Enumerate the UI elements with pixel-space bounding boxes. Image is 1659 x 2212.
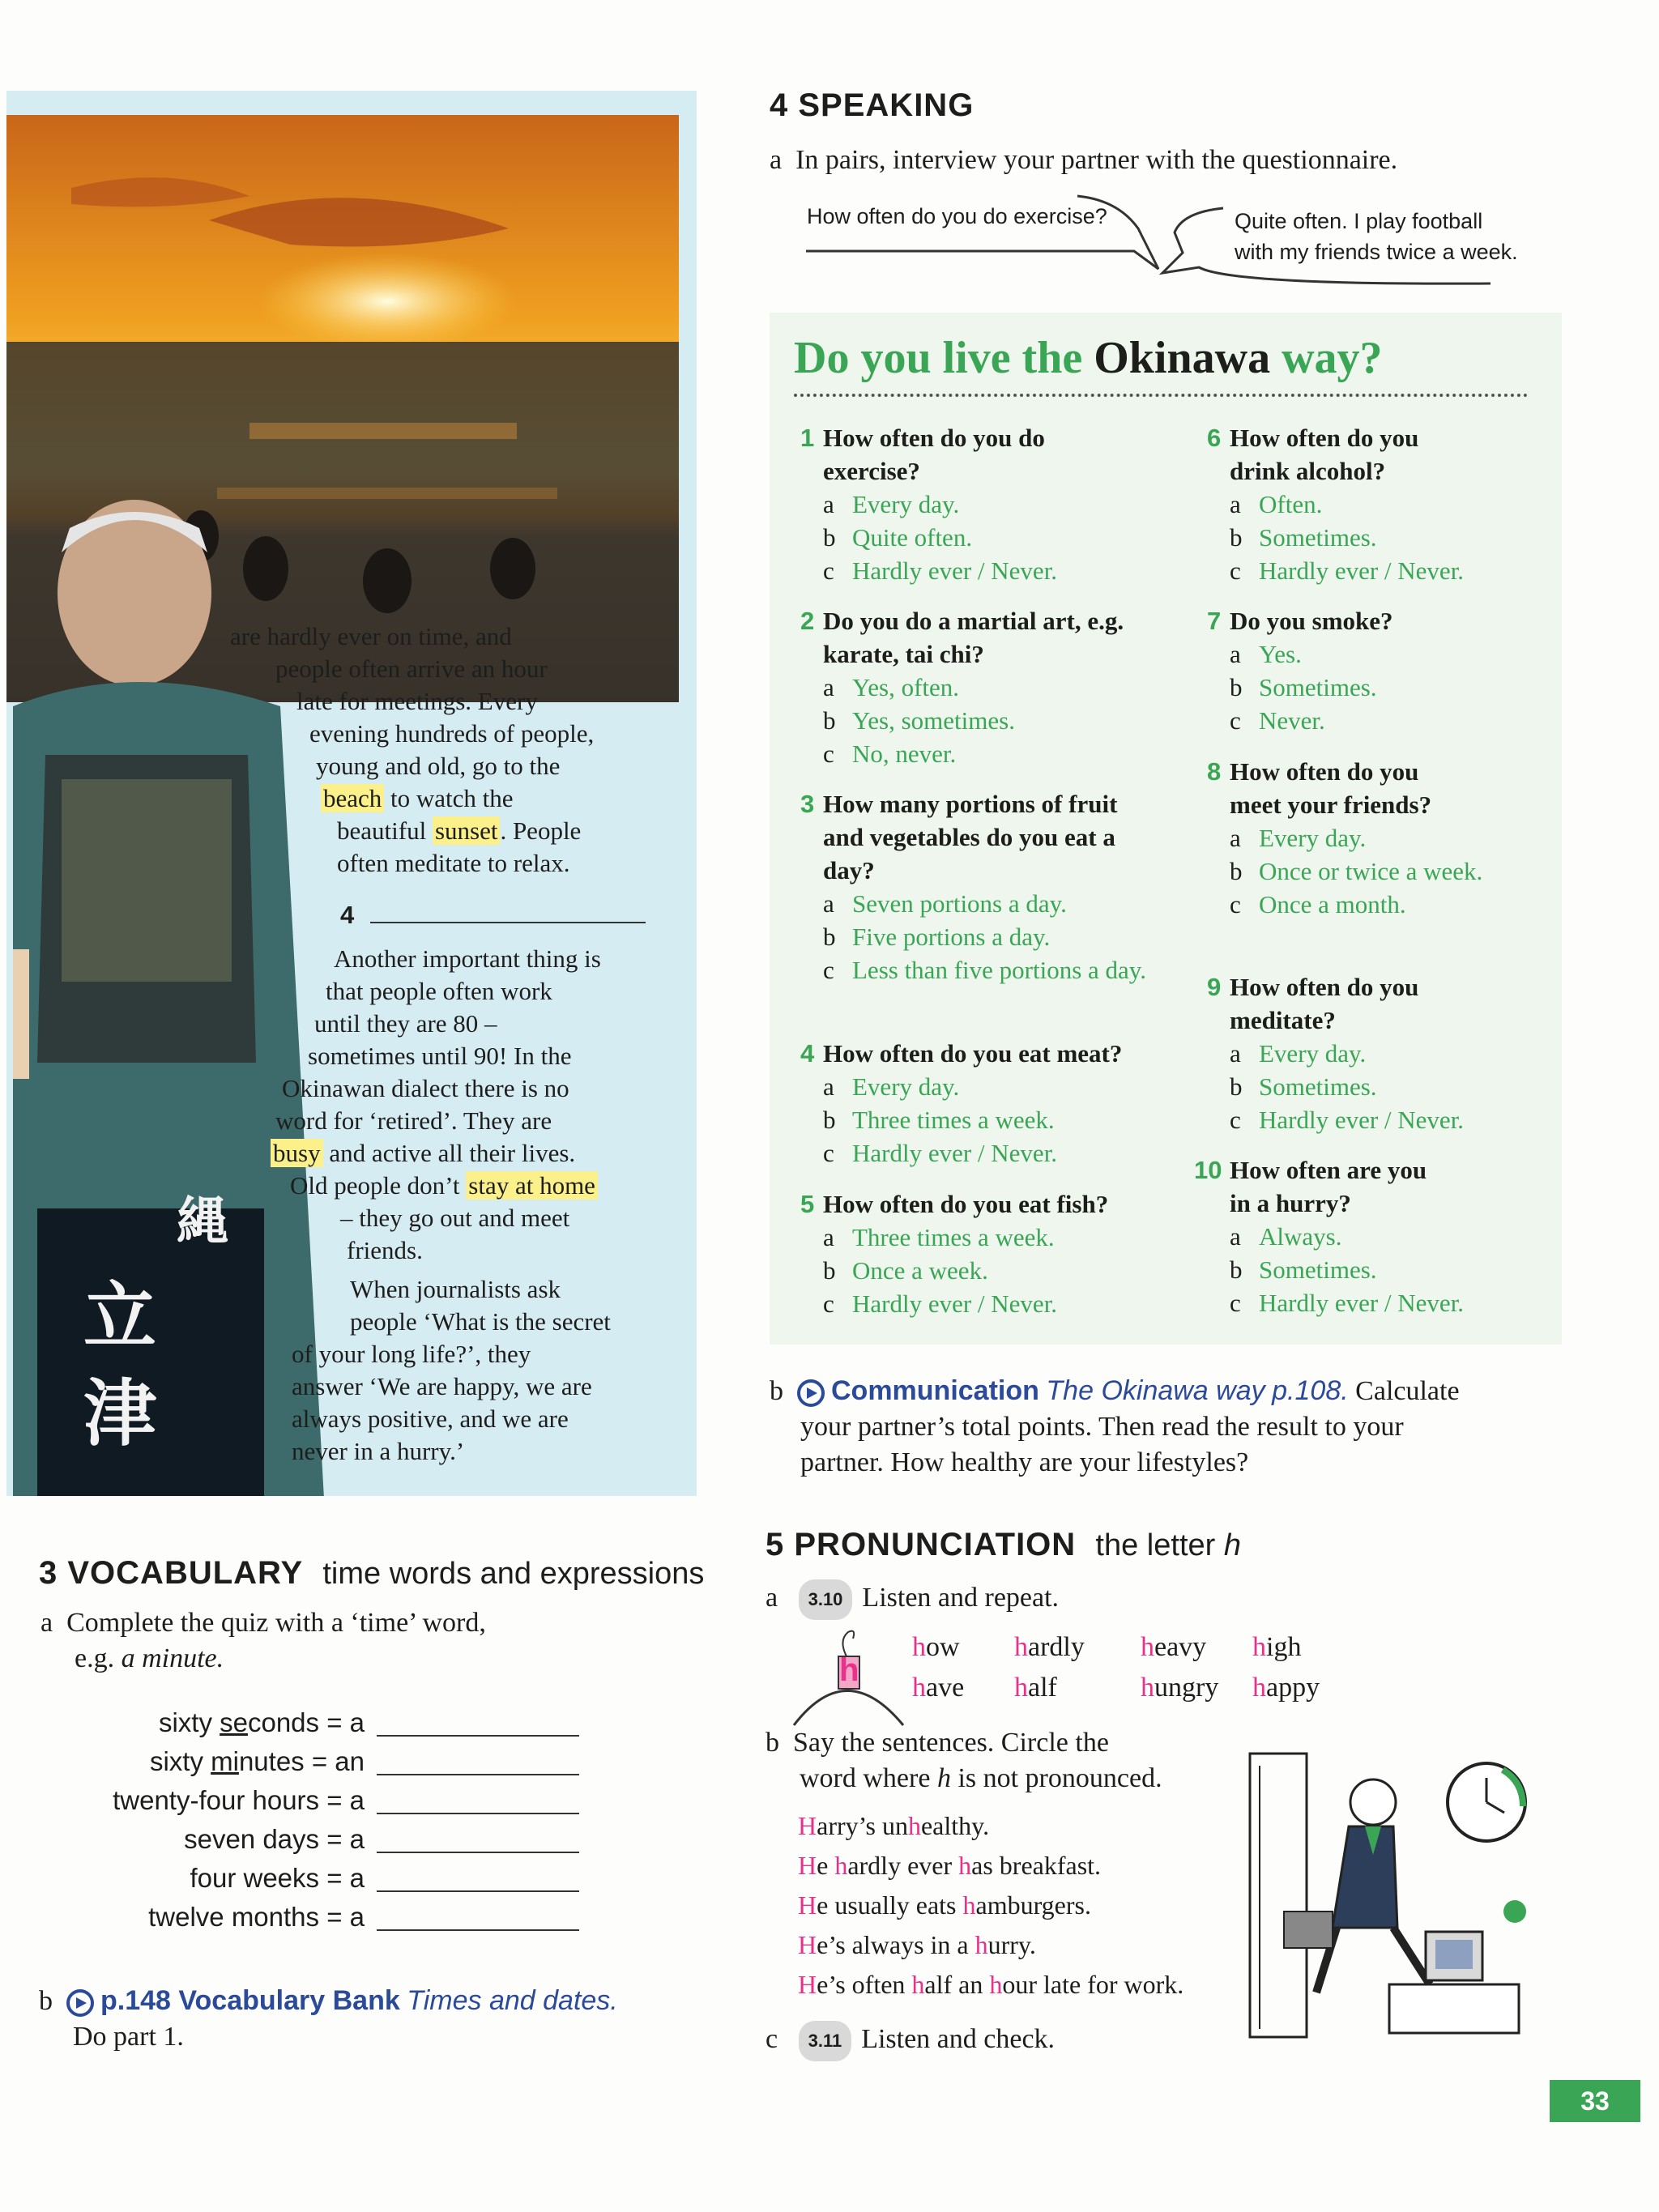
option-text: Every day. bbox=[852, 1072, 960, 1101]
question-number: 5 bbox=[800, 1190, 815, 1218]
highlight-word: busy bbox=[271, 1139, 323, 1167]
question-text: exercise? bbox=[823, 457, 920, 485]
pronunciation-word: high bbox=[1252, 1632, 1302, 1662]
answer-option[interactable] bbox=[1230, 1037, 1594, 1070]
option-text: No, never. bbox=[852, 739, 957, 768]
answer-option[interactable] bbox=[823, 671, 1188, 704]
option-text: Sometimes. bbox=[1259, 673, 1377, 701]
question-text: How often do you bbox=[1230, 424, 1419, 452]
option-text: Never. bbox=[1259, 706, 1325, 735]
quiz-question bbox=[800, 421, 1188, 587]
option-text: Hardly ever / Never. bbox=[852, 1289, 1058, 1318]
answer-option[interactable] bbox=[1230, 488, 1594, 521]
section-heading-speaking: 4 SPEAKING bbox=[770, 87, 975, 123]
question-text: How often do you do bbox=[823, 424, 1045, 452]
paragraph-number: 4 bbox=[340, 899, 646, 931]
option-letter: c bbox=[1230, 1289, 1241, 1317]
answer-option[interactable] bbox=[1230, 1220, 1594, 1253]
section-heading-pronunciation: 5 PRONUNCIATION the letter h bbox=[766, 1527, 1241, 1562]
answer-option[interactable] bbox=[823, 920, 1188, 953]
option-text: Hardly ever / Never. bbox=[1259, 556, 1465, 585]
page-number: 33 bbox=[1550, 2080, 1640, 2122]
highlight-word: beach bbox=[321, 784, 384, 812]
question-text: meet your friends? bbox=[1230, 791, 1432, 819]
option-letter: c bbox=[823, 1139, 834, 1167]
communication-link-page[interactable]: p.108. bbox=[1272, 1375, 1349, 1406]
quiz-question bbox=[1207, 755, 1594, 921]
vocabulary-a: a Complete the quiz with a ‘time’ word, e.g. a minute. bbox=[41, 1608, 486, 1673]
article-line: always positive, and we are bbox=[292, 1404, 569, 1433]
answer-option[interactable] bbox=[1230, 704, 1594, 737]
option-letter: a bbox=[823, 1223, 834, 1251]
answer-blank[interactable] bbox=[377, 1813, 579, 1814]
quiz-question bbox=[800, 1037, 1188, 1170]
answer-option[interactable] bbox=[823, 737, 1188, 770]
option-letter: c bbox=[1230, 1106, 1241, 1134]
communication-link[interactable]: Communication bbox=[831, 1375, 1039, 1406]
question-number: 2 bbox=[800, 607, 815, 635]
article-line: sometimes until 90! In the bbox=[308, 1042, 572, 1070]
answer-option[interactable] bbox=[823, 488, 1188, 521]
question-number: 10 bbox=[1194, 1156, 1222, 1184]
pronunciation-word: half bbox=[1014, 1673, 1057, 1703]
answer-blank[interactable] bbox=[377, 1735, 579, 1737]
answer-blank[interactable] bbox=[377, 1852, 579, 1853]
answer-option[interactable] bbox=[1230, 821, 1594, 855]
dotted-rule bbox=[794, 394, 1528, 397]
quiz-question bbox=[800, 604, 1188, 770]
answer-option[interactable] bbox=[823, 1254, 1188, 1287]
question-text: How often do you bbox=[1230, 973, 1419, 1001]
answer-option[interactable] bbox=[1230, 1070, 1594, 1103]
vocabulary-b: b p.148 Vocabulary Bank Times and dates. Do part 1. bbox=[39, 1985, 618, 2052]
option-text: Yes, sometimes. bbox=[852, 706, 1015, 735]
vocabulary-bank-link[interactable]: p.148 Vocabulary Bank bbox=[100, 1985, 400, 2016]
letter-h-sign: h bbox=[839, 1652, 859, 1688]
vocabulary-line: twelve months = a bbox=[148, 1902, 365, 1932]
pronunciation-word: hungry bbox=[1141, 1673, 1219, 1703]
article-line: busy and active all their lives. bbox=[271, 1137, 575, 1170]
question-number: 3 bbox=[800, 790, 815, 818]
option-text: Seven portions a day. bbox=[852, 889, 1067, 918]
communication-link-title[interactable]: The Okinawa way bbox=[1046, 1375, 1265, 1406]
vocabulary-line: twenty-four hours = a bbox=[113, 1785, 365, 1815]
option-letter: a bbox=[1230, 1039, 1241, 1068]
option-letter: c bbox=[1230, 556, 1241, 585]
answer-option[interactable] bbox=[823, 1103, 1188, 1136]
option-letter: c bbox=[1230, 706, 1241, 735]
question-number: 9 bbox=[1207, 973, 1222, 1001]
question-text: How often are you bbox=[1230, 1156, 1427, 1184]
answer-option[interactable] bbox=[823, 953, 1188, 987]
option-text: Every day. bbox=[1259, 824, 1367, 852]
vocabulary-line: sixty minutes = an bbox=[149, 1746, 365, 1776]
option-text: Hardly ever / Never. bbox=[852, 1139, 1058, 1167]
article-line: beautiful sunset. People bbox=[337, 816, 582, 845]
question-text: drink alcohol? bbox=[1230, 457, 1386, 485]
answer-option[interactable] bbox=[1230, 554, 1594, 587]
speaking-b: b Communication The Okinawa way p.108. Calculate your partner’s total points. Then read the result to your partner. How healthy are your lifestyles? bbox=[770, 1375, 1460, 1477]
arrow-icon bbox=[66, 1989, 94, 2017]
article-line: – they go out and meet bbox=[340, 1204, 570, 1232]
questionnaire-box bbox=[770, 313, 1562, 1345]
option-text: Hardly ever / Never. bbox=[1259, 1289, 1465, 1317]
answer-option[interactable] bbox=[1230, 521, 1594, 554]
answer-option[interactable] bbox=[823, 521, 1188, 554]
question-text: and vegetables do you eat a bbox=[823, 823, 1115, 851]
option-text: Less than five portions a day. bbox=[852, 956, 1147, 984]
option-letter: b bbox=[1230, 673, 1243, 701]
article-line: are hardly ever on time, and bbox=[230, 622, 512, 650]
article-line: that people often work bbox=[326, 977, 552, 1005]
question-number: 1 bbox=[800, 424, 815, 452]
option-text: Once or twice a week. bbox=[1259, 857, 1483, 885]
option-letter: a bbox=[1230, 490, 1241, 518]
option-letter: b bbox=[823, 923, 836, 951]
arrow-icon bbox=[797, 1379, 825, 1407]
option-text: Yes, often. bbox=[852, 673, 960, 701]
pronunciation-sentence: He’s often half an hour late for work. bbox=[798, 1970, 1184, 1999]
option-text: Once a month. bbox=[1259, 890, 1406, 918]
question-number: 6 bbox=[1207, 424, 1222, 452]
photo-panel bbox=[6, 91, 697, 1496]
option-text: Hardly ever / Never. bbox=[1259, 1106, 1465, 1134]
option-text: Hardly ever / Never. bbox=[852, 556, 1058, 585]
answer-blank[interactable] bbox=[377, 1890, 579, 1892]
option-letter: c bbox=[823, 1289, 834, 1318]
option-letter: b bbox=[823, 523, 836, 552]
option-letter: c bbox=[823, 956, 834, 984]
article-line: answer ‘We are happy, we are bbox=[292, 1372, 592, 1400]
answer-option[interactable] bbox=[823, 1221, 1188, 1254]
option-letter: a bbox=[823, 490, 834, 518]
article-line: word for ‘retired’. They are bbox=[275, 1106, 552, 1135]
pronunciation-sentence: He hardly ever has breakfast. bbox=[798, 1851, 1102, 1880]
answer-option[interactable] bbox=[1230, 1253, 1594, 1286]
option-letter: b bbox=[823, 1256, 836, 1285]
vocabulary-bank-link-title[interactable]: Times and dates. bbox=[407, 1985, 618, 2016]
answer-option[interactable] bbox=[823, 1136, 1188, 1170]
quiz-question bbox=[1207, 604, 1594, 737]
option-text: Always. bbox=[1259, 1222, 1342, 1251]
kanji-text: 立 bbox=[83, 1276, 156, 1357]
option-letter: b bbox=[1230, 1072, 1243, 1101]
article-line: people ‘What is the secret bbox=[350, 1307, 611, 1336]
article-line: often meditate to relax. bbox=[337, 849, 570, 877]
option-text: Sometimes. bbox=[1259, 1072, 1377, 1101]
pronunciation-word: how bbox=[912, 1632, 960, 1662]
answer-option[interactable] bbox=[1230, 671, 1594, 704]
article-line: of your long life?’, they bbox=[292, 1340, 531, 1368]
quiz-question bbox=[1194, 1153, 1594, 1319]
option-letter: a bbox=[823, 1072, 834, 1101]
option-letter: a bbox=[823, 889, 834, 918]
article-line: late for meetings. Every bbox=[296, 687, 538, 715]
answer-option[interactable] bbox=[1230, 1286, 1594, 1319]
option-letter: c bbox=[1230, 890, 1241, 918]
answer-option[interactable] bbox=[823, 704, 1188, 737]
option-text: Yes. bbox=[1259, 640, 1302, 668]
article-line: Okinawan dialect there is no bbox=[282, 1074, 569, 1102]
question-text: karate, tai chi? bbox=[823, 640, 984, 668]
pronunciation-sentence: Harry’s unhealthy. bbox=[798, 1811, 990, 1840]
pronunciation-b: b Say the sentences. Circle the word where h is not pronounced. bbox=[766, 1728, 1162, 1793]
answer-blank[interactable] bbox=[377, 1929, 579, 1931]
highlight-word: sunset bbox=[433, 816, 501, 845]
article-line: people often arrive an hour bbox=[275, 654, 548, 683]
pronunciation-word: happy bbox=[1252, 1673, 1320, 1703]
article-line: beach to watch the bbox=[321, 782, 514, 815]
quiz-question bbox=[800, 1187, 1188, 1320]
article-text bbox=[6, 91, 697, 1496]
article-line: When journalists ask bbox=[350, 1275, 561, 1303]
quiz-question bbox=[800, 787, 1188, 987]
option-letter: a bbox=[1230, 824, 1241, 852]
option-text: Sometimes. bbox=[1259, 1255, 1377, 1284]
quiz-question bbox=[1207, 970, 1594, 1136]
article-line: evening hundreds of people, bbox=[309, 719, 595, 748]
answer-option[interactable] bbox=[1230, 855, 1594, 888]
answer-option[interactable] bbox=[1230, 637, 1594, 671]
audio-track-button[interactable]: 3.10 bbox=[799, 1579, 853, 1620]
speech-bubble-answer: Quite often. I play football with my friends twice a week. bbox=[1235, 209, 1518, 264]
quiz-question bbox=[1207, 421, 1594, 587]
question-number: 7 bbox=[1207, 607, 1222, 635]
option-text: Once a week. bbox=[852, 1256, 988, 1285]
option-letter: b bbox=[823, 706, 836, 735]
question-text: How often do you eat fish? bbox=[823, 1190, 1109, 1218]
pronunciation-c: c 3.11 Listen and check. bbox=[766, 2021, 1055, 2061]
article-line: friends. bbox=[347, 1236, 423, 1264]
pronunciation-word: heavy bbox=[1141, 1632, 1207, 1662]
question-text: Do you smoke? bbox=[1230, 607, 1393, 635]
question-number: 8 bbox=[1207, 757, 1222, 786]
question-text: How often do you bbox=[1230, 757, 1419, 786]
speaking-a: a In pairs, interview your partner with the questionnaire. bbox=[770, 145, 1398, 175]
option-text: Often. bbox=[1259, 490, 1323, 518]
option-text: Every day. bbox=[1259, 1039, 1367, 1068]
answer-option[interactable] bbox=[823, 554, 1188, 587]
answer-option[interactable] bbox=[823, 1287, 1188, 1320]
question-text: How often do you eat meat? bbox=[823, 1039, 1123, 1068]
option-text: Three times a week. bbox=[852, 1106, 1055, 1134]
section-heading-vocabulary: 3 VOCABULARY time words and expressions bbox=[39, 1555, 705, 1591]
option-text: Sometimes. bbox=[1259, 523, 1377, 552]
speech-bubble-question: How often do you do exercise? bbox=[807, 204, 1107, 228]
heading-blank bbox=[370, 922, 646, 923]
article-line: never in a hurry.’ bbox=[292, 1437, 465, 1465]
vocabulary-line: seven days = a bbox=[184, 1824, 365, 1854]
kanji-text: 津 bbox=[83, 1374, 156, 1455]
pronunciation-word: have bbox=[912, 1673, 965, 1703]
article-line: Old people don’t stay at home bbox=[290, 1170, 598, 1202]
article-line: until they are 80 – bbox=[314, 1009, 497, 1038]
question-text: meditate? bbox=[1230, 1006, 1336, 1034]
answer-option[interactable] bbox=[823, 1070, 1188, 1103]
option-text: Three times a week. bbox=[852, 1223, 1055, 1251]
option-letter: b bbox=[1230, 523, 1243, 552]
audio-track-button[interactable]: 3.11 bbox=[799, 2021, 852, 2061]
option-letter: a bbox=[1230, 640, 1241, 668]
option-letter: b bbox=[823, 1106, 836, 1134]
kanji-text: 縄 bbox=[177, 1192, 228, 1251]
option-letter: c bbox=[823, 739, 834, 768]
answer-option[interactable] bbox=[823, 887, 1188, 920]
question-text: Do you do a martial art, e.g. bbox=[823, 607, 1124, 635]
option-letter: a bbox=[1230, 1222, 1241, 1251]
question-text: day? bbox=[823, 856, 875, 884]
option-letter: a bbox=[823, 673, 834, 701]
pronunciation-sentence: He usually eats hamburgers. bbox=[798, 1890, 1091, 1920]
question-text: in a hurry? bbox=[1230, 1189, 1351, 1217]
article-line: Another important thing is bbox=[334, 944, 601, 973]
answer-option[interactable] bbox=[1230, 888, 1594, 921]
vocabulary-line: sixty seconds = a bbox=[158, 1707, 365, 1737]
option-text: Quite often. bbox=[852, 523, 973, 552]
question-text: How many portions of fruit bbox=[823, 790, 1118, 818]
highlight-word: stay at home bbox=[466, 1171, 598, 1200]
answer-option[interactable] bbox=[1230, 1103, 1594, 1136]
pronunciation-word: hardly bbox=[1014, 1632, 1085, 1662]
option-text: Every day. bbox=[852, 490, 960, 518]
article-line: young and old, go to the bbox=[316, 752, 561, 780]
cartoon-man-running-late bbox=[1243, 1750, 1539, 2041]
pronunciation-sentence: He’s always in a hurry. bbox=[798, 1930, 1036, 1959]
quiz-title: Do you live the Okinawa way? bbox=[794, 333, 1383, 383]
question-number: 4 bbox=[800, 1039, 815, 1068]
option-text: Five portions a day. bbox=[852, 923, 1051, 951]
option-letter: c bbox=[823, 556, 834, 585]
answer-blank[interactable] bbox=[377, 1774, 579, 1775]
vocabulary-line: four weeks = a bbox=[190, 1863, 365, 1893]
option-letter: b bbox=[1230, 1255, 1243, 1284]
pronunciation-a: a 3.10 Listen and repeat. bbox=[766, 1579, 1059, 1620]
option-letter: b bbox=[1230, 857, 1243, 885]
